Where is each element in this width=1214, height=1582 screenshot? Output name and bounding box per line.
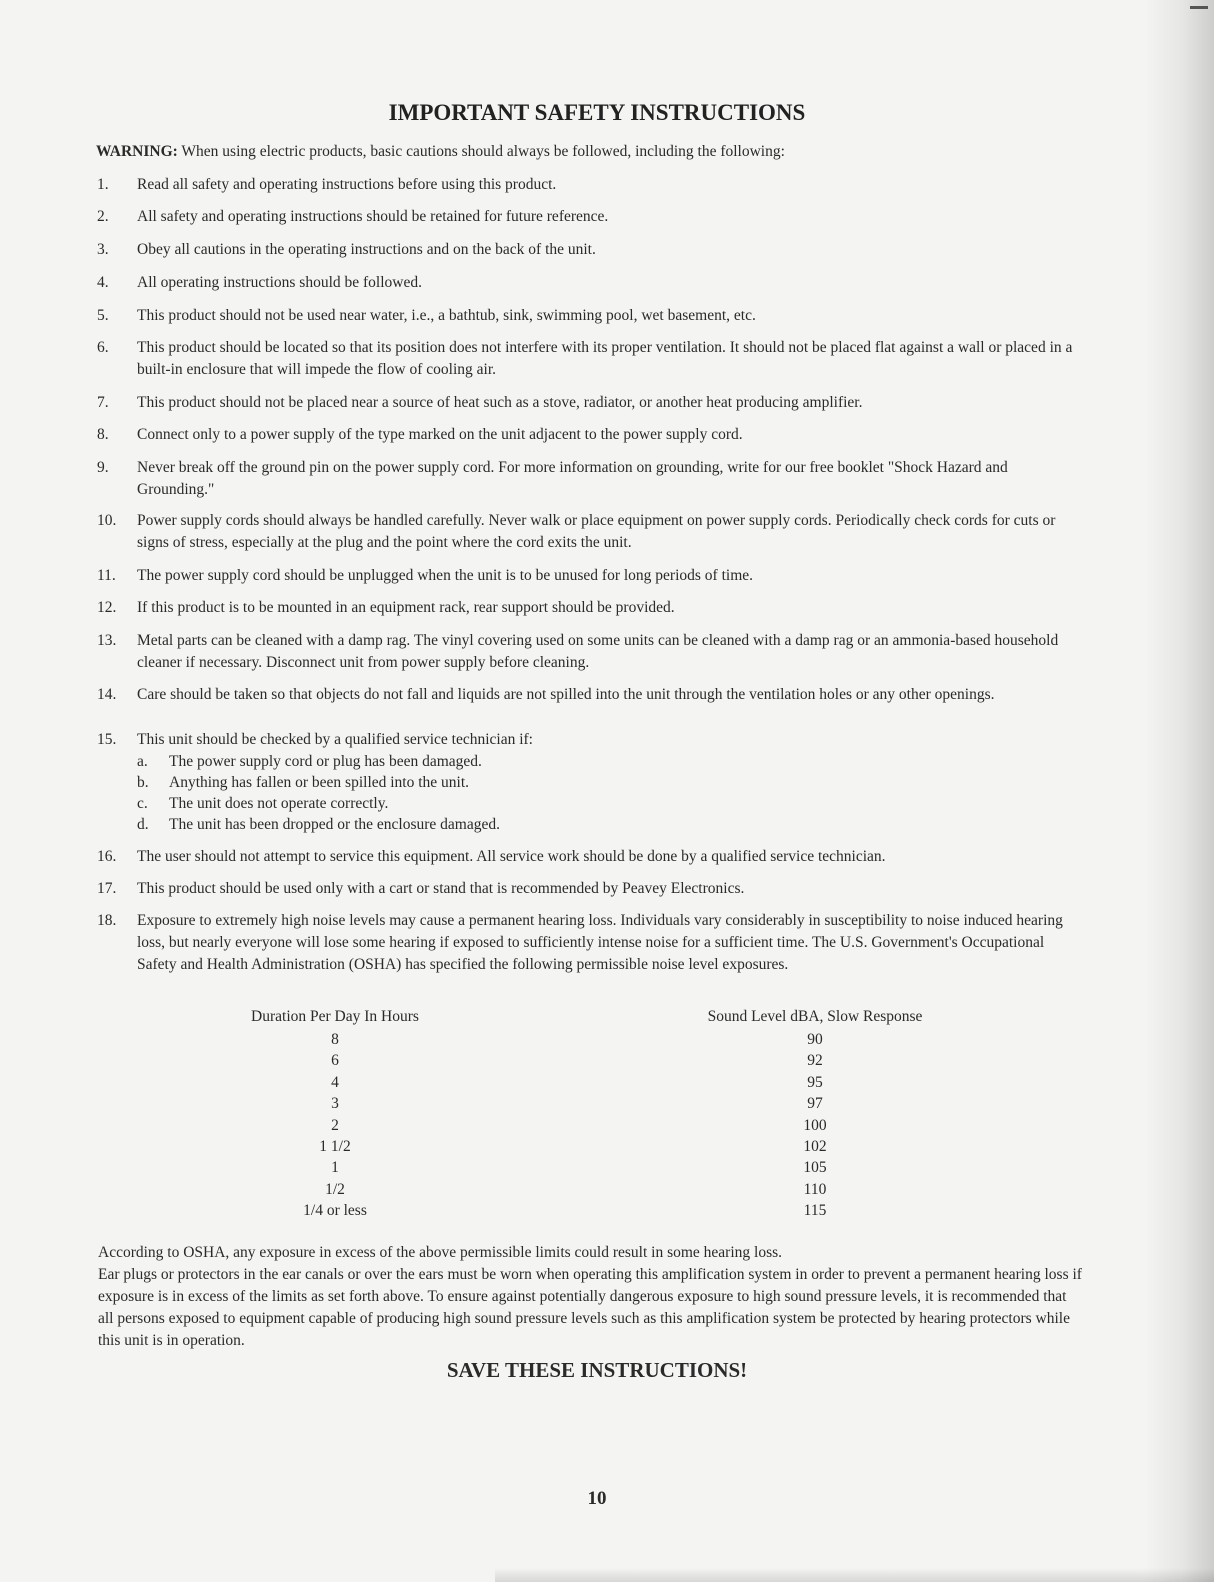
- item-number: 7.: [97, 394, 109, 411]
- save-instructions-heading: SAVE THESE INSTRUCTIONS!: [446, 1358, 748, 1382]
- duration-cell: 1/2: [325, 1180, 345, 1198]
- item-text: Power supply cords should always be handled carefully. Never walk or place equipment on power supply cords. Periodically check cords for cuts or signs of stress, especially at the plug and the point where the cord exits the unit.: [137, 512, 1056, 551]
- item-number: 11.: [97, 567, 116, 584]
- list-item: [97, 239, 1087, 261]
- scan-corner-mark: [1190, 6, 1208, 9]
- subitem: [137, 793, 1087, 814]
- duration-cell: 1: [331, 1159, 339, 1177]
- item-number: 18.: [97, 912, 117, 929]
- list-item: [97, 272, 1087, 294]
- item-text: All operating instructions should be followed.: [137, 274, 422, 291]
- list-item: [97, 565, 1087, 587]
- table-row: [200, 1115, 960, 1136]
- table-row: [200, 1072, 960, 1093]
- item-text: All safety and operating instructions should be retained for future reference.: [137, 208, 609, 225]
- table-row: [200, 1136, 960, 1157]
- subitem-letter: b.: [137, 774, 149, 791]
- table-row: [200, 1050, 960, 1071]
- list-item: [97, 305, 1087, 327]
- list-item: [97, 457, 1087, 501]
- table-row: [200, 1157, 960, 1178]
- list-item: [97, 630, 1087, 674]
- item-number: 9.: [97, 459, 109, 476]
- table-row: [200, 1179, 960, 1200]
- item-number: 12.: [97, 599, 117, 616]
- sound-level-cell: 95: [807, 1073, 823, 1091]
- item-number: 3.: [97, 241, 109, 258]
- duration-cell: 6: [331, 1052, 339, 1070]
- subitem-text: Anything has fallen or been spilled into the unit.: [169, 774, 470, 791]
- table-row: [200, 1200, 960, 1221]
- sound-level-cell: 92: [807, 1052, 823, 1070]
- list-item: [97, 846, 1087, 868]
- list-item: [97, 206, 1087, 228]
- item-text: The power supply cord should be unplugged when the unit is to be unused for long periods of time.: [137, 567, 754, 584]
- item-text: The user should not attempt to service this equipment. All service work should be done by a qualified service technician.: [137, 848, 886, 865]
- duration-cell: 2: [331, 1116, 339, 1134]
- sound-level-cell: 100: [803, 1116, 827, 1134]
- osha-paragraph: According to OSHA, any exposure in excess of the above permissible limits could result in some hearing loss.: [98, 1244, 783, 1261]
- item-number: 17.: [97, 880, 117, 897]
- item-text: Obey all cautions in the operating instructions and on the back of the unit.: [137, 241, 596, 258]
- list-item: [97, 910, 1087, 976]
- item-number: 16.: [97, 848, 117, 865]
- table-row: [200, 1093, 960, 1114]
- list-item: [97, 392, 1087, 414]
- sound-level-cell: 90: [807, 1031, 823, 1048]
- sound-level-column-header: Sound Level dBA, Slow Response: [707, 1008, 923, 1025]
- sound-level-cell: 97: [807, 1095, 823, 1113]
- item-text: This product should not be used near water, i.e., a bathtub, sink, swimming pool, wet basement, etc.: [137, 307, 756, 324]
- warning-label: WARNING:: [96, 143, 178, 160]
- sound-level-cell: 115: [803, 1202, 827, 1220]
- subitem: [137, 814, 1087, 835]
- duration-cell: 4: [331, 1073, 339, 1091]
- list-item: [97, 597, 1087, 619]
- item-number: 1.: [97, 176, 109, 193]
- subitem-text: The unit has been dropped or the enclosure damaged.: [169, 816, 500, 833]
- subitem: [137, 751, 1087, 772]
- list-item: [97, 174, 1087, 196]
- list-item: [97, 684, 1087, 706]
- subitem-list: [137, 751, 1087, 835]
- item-text: This product should be used only with a cart or stand that is recommended by Peavey Electronics.: [137, 880, 745, 897]
- page-number: 10: [587, 1488, 607, 1509]
- earplug-paragraph: Ear plugs or protectors in the ear canals or over the ears must be worn when operating this amplification system in order to prevent a permanent hearing loss if exposure is in excess of the limits as set forth above. To ensure against potentially dangerous exposure to high sound pressure levels, it is recommended that all persons exposed to equipment capable of producing high sound pressure levels such as this amplification system be protected by hearing protectors while this unit is in operation.: [98, 1266, 1082, 1349]
- item-number: 2.: [97, 208, 109, 225]
- page-title: IMPORTANT SAFETY INSTRUCTIONS: [388, 100, 806, 125]
- list-item: [97, 729, 1087, 835]
- item-text: Metal parts can be cleaned with a damp rag. The vinyl covering used on some units can be cleaned with a damp rag or an ammonia-based household cleaner if necessary. Disconnect unit from power supply before cleaning.: [137, 632, 1059, 671]
- duration-cell: 3: [331, 1095, 339, 1113]
- item-text: Read all safety and operating instructions before using this product.: [137, 176, 557, 193]
- sound-level-cell: 110: [803, 1180, 827, 1198]
- table-row: [200, 1029, 960, 1050]
- item-number: 6.: [97, 339, 109, 356]
- noise-exposure-table: [200, 1008, 960, 1222]
- item-number: 14.: [97, 686, 117, 703]
- item-number: 8.: [97, 426, 109, 443]
- item-number: 10.: [97, 512, 117, 529]
- item-text: This product should not be placed near a source of heat such as a stove, radiator, or another heat producing amplifier.: [137, 394, 863, 411]
- item-text: Care should be taken so that objects do not fall and liquids are not spilled into the unit through the ventilation holes or any other openings.: [137, 686, 995, 703]
- warning-text: When using electric products, basic cautions should always be followed, including the following:: [181, 143, 785, 160]
- sound-level-cell: 102: [803, 1138, 827, 1156]
- subitem-text: The unit does not operate correctly.: [169, 795, 389, 812]
- item-number: 13.: [97, 632, 117, 649]
- duration-cell: 1/4 or less: [303, 1202, 367, 1220]
- item-number: 15.: [97, 731, 117, 748]
- subitem-letter: a.: [137, 753, 148, 770]
- page-edge-shadow: [1144, 0, 1214, 1582]
- subitem-letter: d.: [137, 816, 149, 833]
- list-item: [97, 878, 1087, 900]
- sound-level-cell: 105: [803, 1159, 827, 1177]
- subitem-letter: c.: [137, 795, 148, 812]
- item-text: Never break off the ground pin on the power supply cord. For more information on grounding, write for our free booklet "Shock Hazard and Grounding.": [137, 459, 1008, 498]
- duration-column-header: Duration Per Day In Hours: [251, 1008, 419, 1025]
- subitem-text: The power supply cord or plug has been damaged.: [169, 753, 482, 770]
- item-number: 5.: [97, 307, 109, 324]
- subitem: [137, 772, 1087, 793]
- item-text: Exposure to extremely high noise levels may cause a permanent hearing loss. Individuals vary considerably in susceptibility to noise induced hearing loss, but nearly everyone will lose some hearing if exposed to sufficiently intense noise for a sufficient time. The U.S. Government's Occupational Safety and Health Administration (OSHA) has specified the following permissible noise level exposures.: [137, 912, 1063, 973]
- item-text: This unit should be checked by a qualified service technician if:: [137, 731, 533, 748]
- duration-cell: 1 1/2: [319, 1138, 351, 1156]
- item-text: Connect only to a power supply of the type marked on the unit adjacent to the power supply cord.: [137, 426, 743, 443]
- page-bottom-shadow: [495, 1568, 1214, 1582]
- list-item: [97, 424, 1087, 446]
- item-text: This product should be located so that its position does not interfere with its proper ventilation. It should not be placed flat against a wall or placed in a built-in enclosure that will impede the flow of cooling air.: [137, 339, 1073, 378]
- duration-cell: 8: [331, 1031, 339, 1048]
- item-text: If this product is to be mounted in an equipment rack, rear support should be provided.: [137, 599, 675, 616]
- list-item: [97, 337, 1087, 381]
- item-number: 4.: [97, 274, 109, 291]
- list-item: [97, 510, 1087, 554]
- table-header-row: [200, 1008, 960, 1029]
- warning-line: [96, 143, 1096, 161]
